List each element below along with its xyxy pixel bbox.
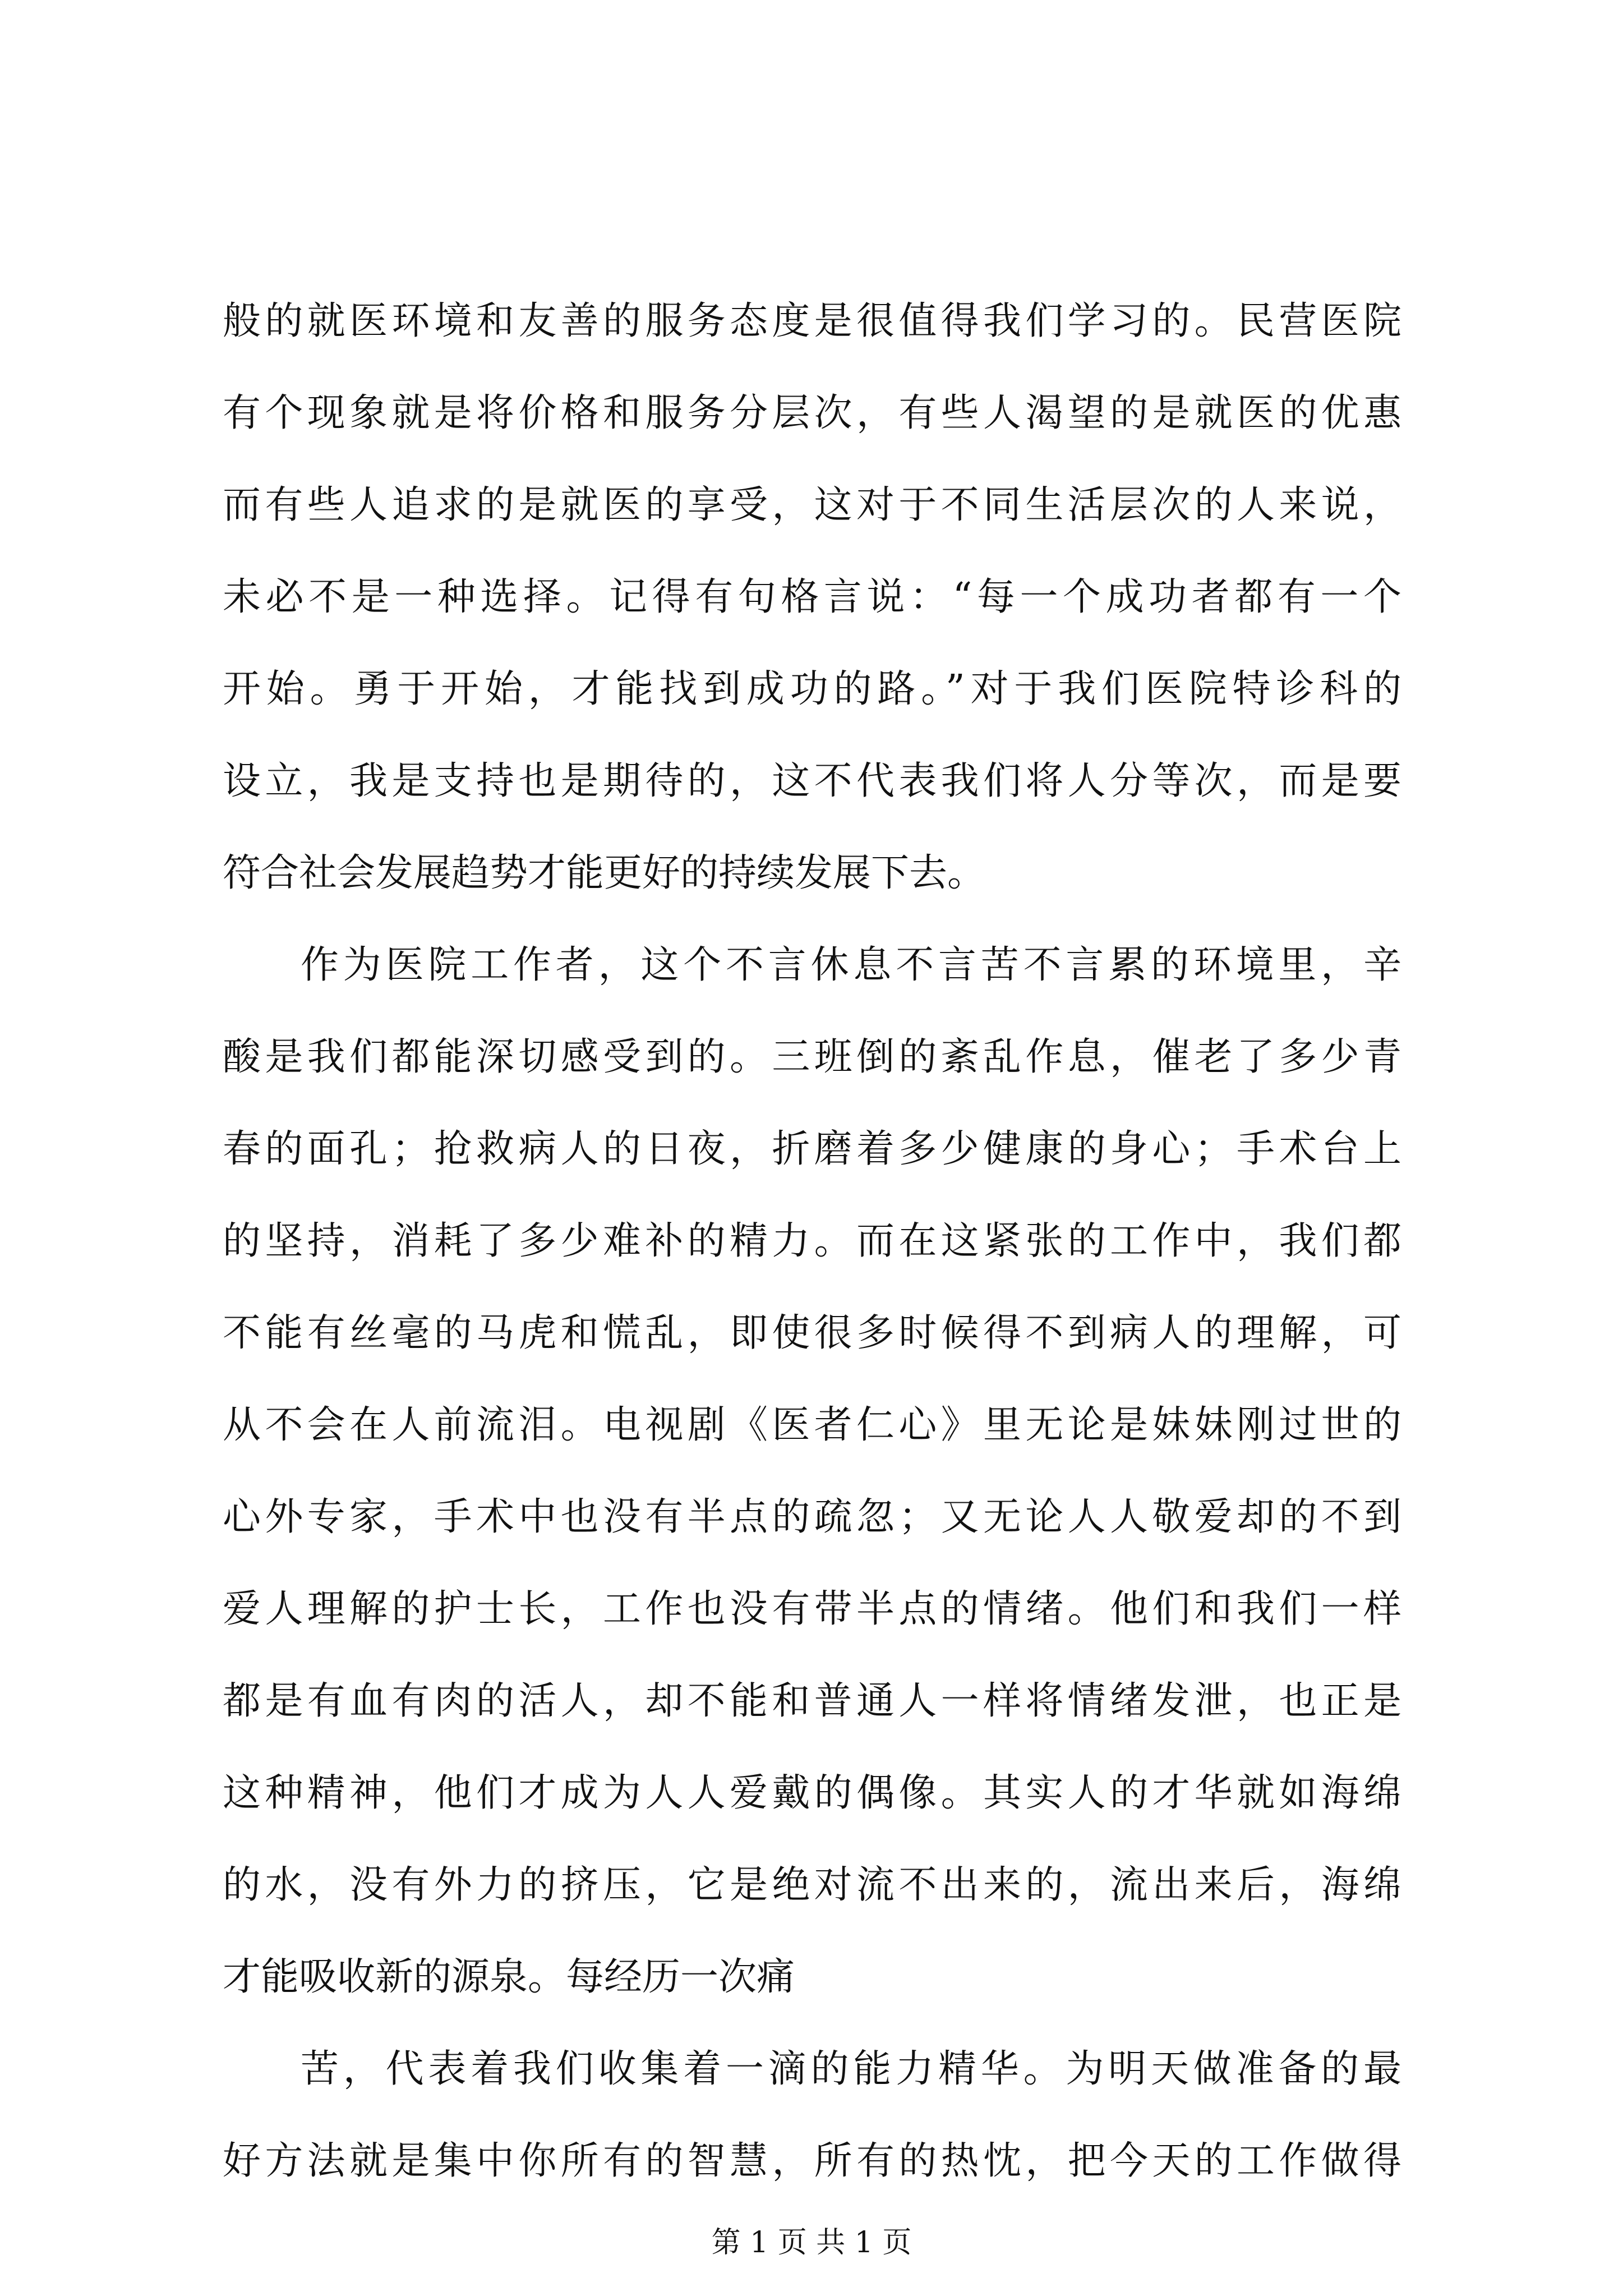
page-footer: 第 1 页 共 1 页 (711, 2226, 912, 2260)
paragraph-first-line: 作为医院工作者，这个不言休息不言苦不言累的环境里，辛 (301, 943, 1401, 987)
text-line: 心外专家，手术中也没有半点的疏忽；又无论人人敬爱却的不到 (223, 1495, 1401, 1539)
text-line: 从不会在人前流泪。电视剧《医者仁心》里无论是妹妹刚过世的 (223, 1403, 1401, 1447)
text-line: 春的面孔；抢救病人的日夜，折磨着多少健康的身心；手术台上 (223, 1127, 1401, 1171)
text-line: 这种精神，他们才成为人人爱戴的偶像。其实人的才华就如海绵 (223, 1771, 1401, 1815)
text-line: 未必不是一种选择。记得有句格言说：“每一个成功者都有一个 (223, 575, 1401, 619)
text-line: 的坚持，消耗了多少难补的精力。而在这紧张的工作中，我们都 (223, 1219, 1401, 1263)
text-line: 开始。勇于开始，才能找到成功的路。”对于我们医院特诊科的 (223, 667, 1401, 711)
text-line: 都是有血有肉的活人，却不能和普通人一样将情绪发泄，也正是 (223, 1679, 1401, 1723)
text-line: 的水，没有外力的挤压，它是绝对流不出来的，流出来后，海绵 (223, 1863, 1401, 1907)
text-line: 酸是我们都能深切感受到的。三班倒的紊乱作息，催老了多少青 (223, 1035, 1401, 1079)
paragraph-first-line: 苦，代表着我们收集着一滴的能力精华。为明天做准备的最 (301, 2047, 1401, 2091)
text-line: 有个现象就是将价格和服务分层次，有些人渴望的是就医的优惠 (223, 391, 1401, 435)
text-line: 才能吸收新的源泉。每经历一次痛 (223, 1955, 795, 1999)
text-line: 不能有丝毫的马虎和慌乱，即使很多时候得不到病人的理解，可 (223, 1311, 1401, 1355)
text-line: 般的就医环境和友善的服务态度是很值得我们学习的。民营医院 (223, 299, 1401, 343)
text-line: 好方法就是集中你所有的智慧，所有的热忱，把今天的工作做得 (223, 2139, 1401, 2183)
text-line: 设立，我是支持也是期待的，这不代表我们将人分等次，而是要 (223, 759, 1401, 803)
text-line: 爱人理解的护士长，工作也没有带半点的情绪。他们和我们一样 (223, 1587, 1401, 1631)
text-line: 符合社会发展趋势才能更好的持续发展下去。 (223, 851, 986, 895)
text-line: 而有些人追求的是就医的享受，这对于不同生活层次的人来说， (223, 483, 1401, 527)
